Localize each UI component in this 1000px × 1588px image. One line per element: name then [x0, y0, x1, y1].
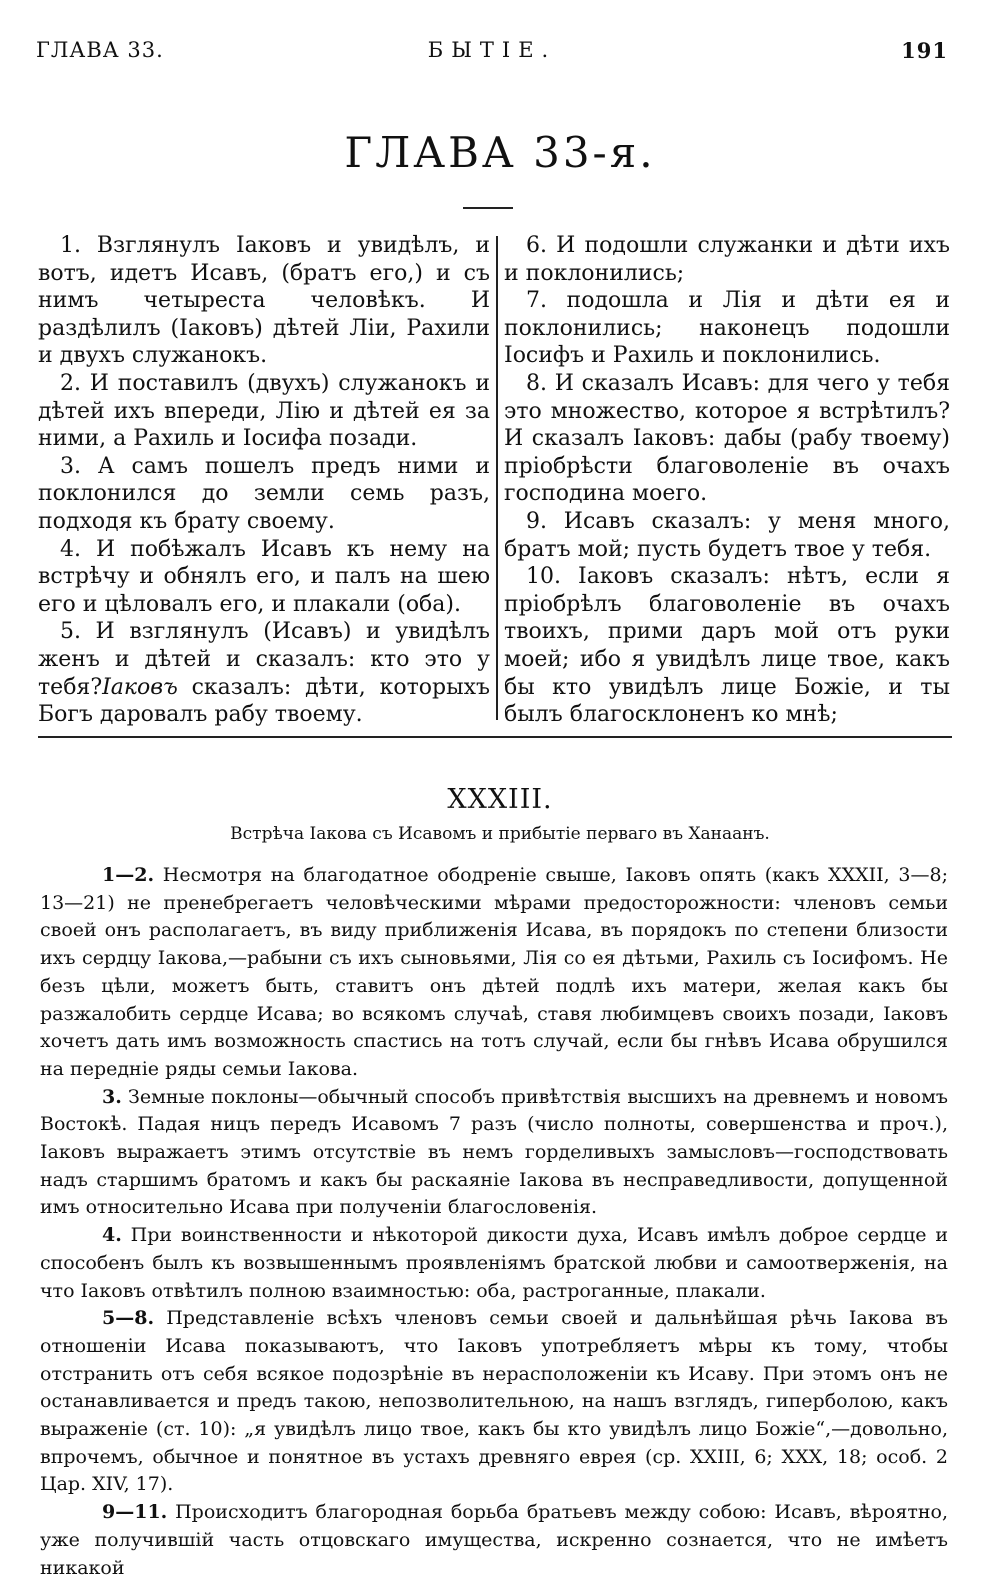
commentary-text: Земные поклоны—обычный способъ привѣтствія высшихъ на древнемъ и новомъ Востокѣ. Падая ницъ передъ Исавомъ 7 разъ (число полноты, совершенства и проч.), Іаковъ выражаетъ этимъ отсутствіе въ немъ горделивыхъ замысловъ—господствовать надъ старшимъ братомъ и какъ бы раскаяніе Іакова въ несправедливости, допущенной имъ относительно Исава при полученіи благословенія. [40, 1085, 948, 1219]
verse: 1. Взглянулъ Іаковъ и увидѣлъ, и вотъ, идетъ Исавъ, (братъ его,) и съ нимъ четыреста человѣкъ. И раздѣлилъ (Іаковъ) дѣтей Ліи, Рахили и двухъ служанокъ. [38, 233, 490, 369]
commentary-paragraph [40, 1084, 948, 1223]
bible-text [38, 232, 952, 728]
section-number: XXXIII. [447, 784, 553, 815]
commentary-paragraph [40, 1499, 948, 1582]
verse: 6. И подошли служанки и дѣти ихъ и поклонились; [504, 233, 950, 286]
commentary-text: Несмотря на благодатное ободреніе свыше, Іаковъ опять (какъ XXXII, 3—8; 13—21) не пренебрегаетъ человѣческими мѣрами предосторожности: членовъ семьи своей онъ располагаетъ, въ виду приближенія Исава, въ порядокъ по степени близости ихъ сердцу Іакова,—рабыни съ ихъ сыновьями, Лія со ея дѣтьми, Рахиль съ Іосифомъ. Не безъ цѣли, можетъ быть, ставитъ онъ дѣтей подлѣ ихъ матери, желая какъ бы разжалобить сердце Исава; во всякомъ случаѣ, ставя любимцевъ своихъ позади, Іаковъ хочетъ дать имъ возможность спастись на тотъ случай, если бы гнѣвъ Исава обрушился на передніе ряды семьи Іакова. [40, 864, 948, 1080]
page-number: 191 [901, 38, 948, 63]
verse-reference: 4. [102, 1224, 122, 1247]
verse: 10. Іаковъ сказалъ: нѣтъ, если я пріобрѣлъ благоволеніе въ очахъ твоихъ, прими даръ мой отъ руки моей; ибо я увидѣлъ лице твое, какъ бы кто увидѣлъ лице Божіе, и ты былъ благосклоненъ ко мнѣ; [504, 564, 950, 728]
verse: 9. Исавъ сказалъ: у меня много, братъ мой; пусть будетъ твое у тебя. [504, 508, 950, 562]
title-rule [463, 207, 513, 209]
column-divider [496, 236, 498, 720]
commentary-paragraph [40, 1305, 948, 1499]
verse [38, 618, 490, 728]
verse: 4. И побѣжалъ Исавъ къ нему на встрѣчу и обнялъ его, и палъ на шею его и цѣловалъ его, и плакали (оба). [38, 536, 490, 617]
running-head [36, 38, 948, 68]
verse-text: сказалъ: дѣти, которыхъ Богъ даровалъ рабу твоему. [38, 674, 490, 728]
running-head-book-title: БЫТІЕ. [427, 38, 557, 62]
verse-italic-text: Іаковъ [102, 674, 178, 700]
running-head-chapter: ГЛАВА 33. [36, 38, 164, 62]
chapter-title: ГЛАВА 33-я. [344, 128, 656, 177]
section-heading: Встрѣча Іакова съ Исавомъ и прибытіе перваго въ Ханаанъ. [230, 824, 770, 844]
commentary-paragraph [40, 1222, 948, 1305]
verse: 3. А самъ пошелъ предъ ними и поклонился до земли семь разъ, подходя къ брату своему. [38, 453, 490, 534]
commentary [40, 862, 948, 1582]
verse-reference: 5—8. [102, 1307, 155, 1330]
verse: 2. И поставилъ (двухъ) служанокъ и дѣтей ихъ впереди, Лію и дѣтей ея за ними, а Рахиль и Іосифа позади. [38, 370, 490, 452]
commentary-text: При воинственности и нѣкоторой дикости духа, Исавъ имѣлъ доброе сердце и способенъ былъ къ возвышеннымъ проявленіямъ братской любви и самоотверженія, на что Іаковъ отвѣтилъ полною взаимностью: оба, растроганные, плакали. [40, 1224, 948, 1302]
commentary-paragraph [40, 862, 948, 1084]
verse: 8. И сказалъ Исавъ: для чего у тебя это множество, которое я встрѣтилъ? И сказалъ Іаковъ: дабы (рабу твоему) пріобрѣсти благоволеніе въ очахъ господина моего. [504, 370, 950, 507]
commentary-text: Происходитъ благородная борьба братьевъ между собою: Исавъ, вѣроятно, уже получившій часть отцовскаго имущества, искренно сознается, что не имѣетъ никакой [40, 1501, 948, 1579]
bible-column-left [38, 232, 490, 729]
bible-column-right [504, 232, 950, 729]
verse-text: 5. И взглянулъ (Исавъ) и увидѣлъ женъ и дѣтей и сказалъ: кто это у тебя? [38, 619, 490, 700]
section-rule [38, 736, 952, 738]
commentary-text: Представленіе всѣхъ членовъ семьи своей и дальнѣйшая рѣчь Іакова въ отношеніи Исава показываютъ, что Іаковъ употребляетъ мѣры къ тому, чтобы отстранить отъ себя всякое подозрѣніе въ нерасположеніи къ Исаву. При этомъ онъ не останавливается и предъ такою, непозволительною, на нашъ взглядъ, гиперболою, какъ выраженіе (ст. 10): „я увидѣлъ лицо твое, какъ бы кто увидѣлъ лицо Божіе“,—довольно, впрочемъ, обычное и понятное въ устахъ древняго еврея (ср. XXIII, 6; XXX, 18; особ. 2 Цар. XIV, 17). [40, 1307, 948, 1496]
verse-reference: 1—2. [102, 864, 155, 886]
verse: 7. подошла и Лія и дѣти ея и поклонились; наконецъ подошли Іосифъ и Рахиль и поклонились. [504, 288, 950, 369]
verse-reference: 3. [102, 1085, 122, 1108]
verse-reference: 9—11. [102, 1501, 168, 1524]
